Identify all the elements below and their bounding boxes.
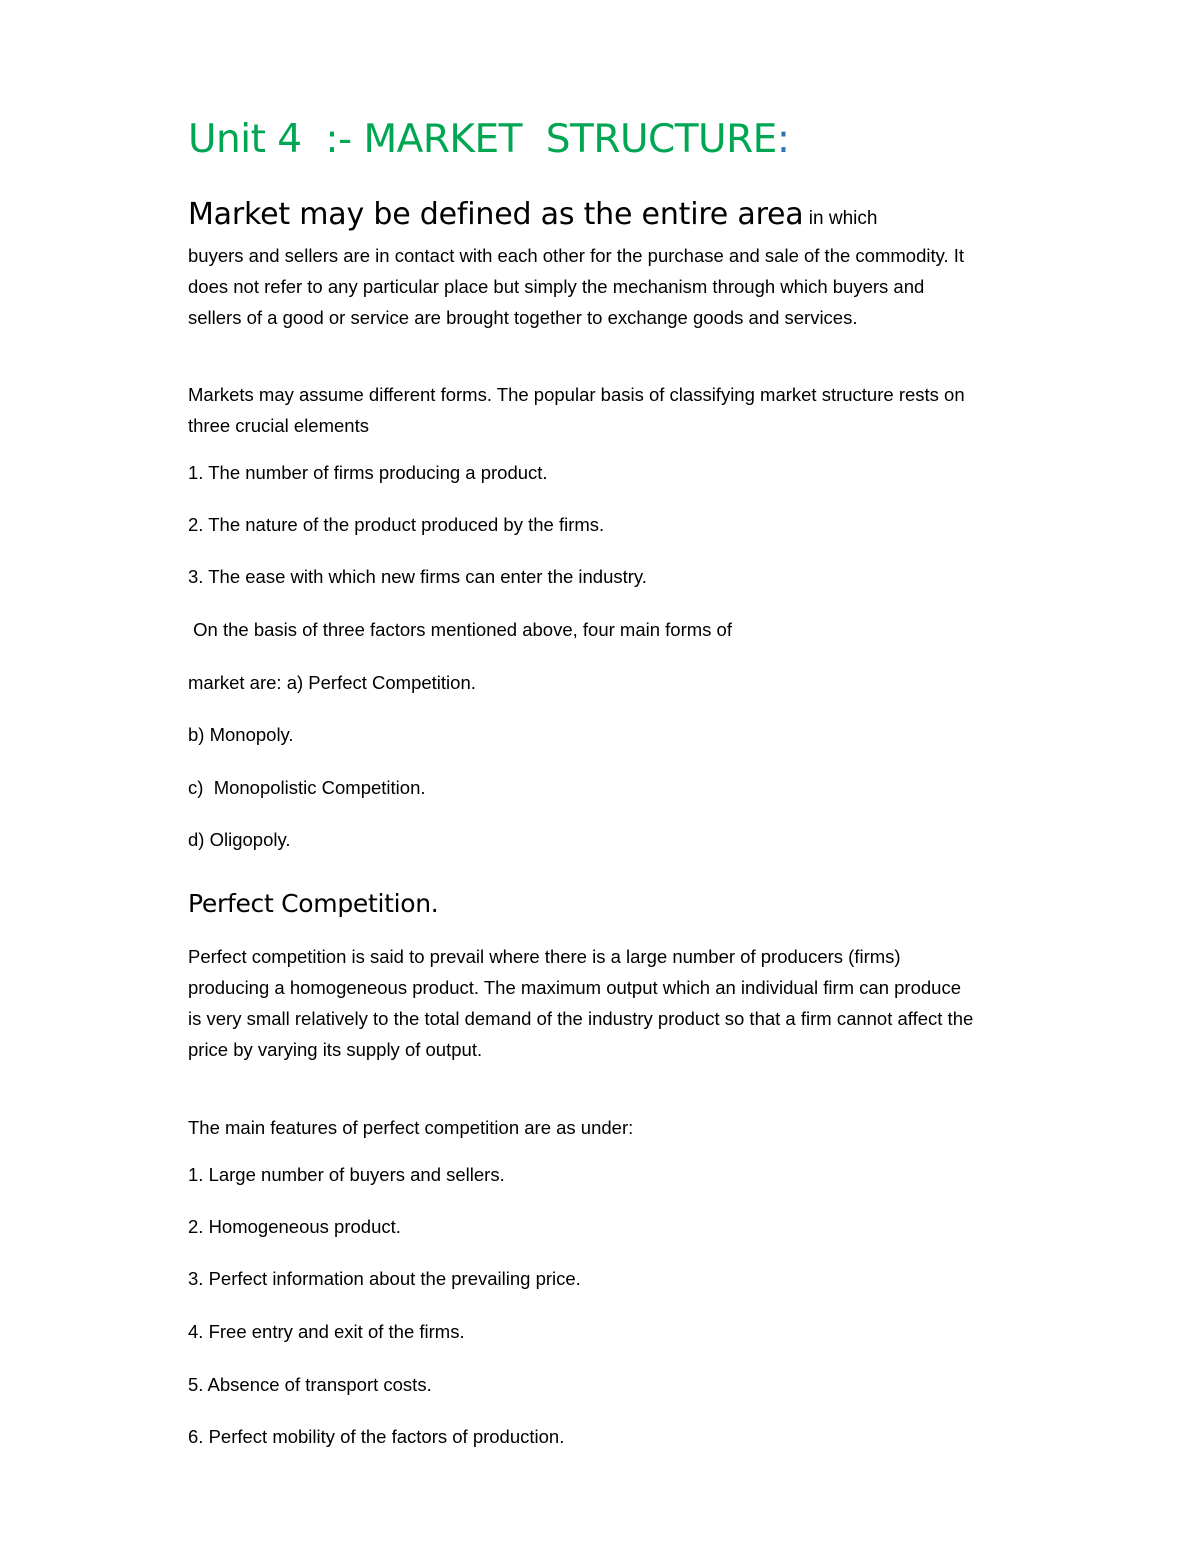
feature-item: 4. Free entry and exit of the firms. bbox=[188, 1321, 465, 1342]
element-item: 3. The ease with which new firms can enter the industry. bbox=[188, 566, 647, 587]
forms-intro-paragraph: Markets may assume different forms. The popular basis of classifying market structure rests on three crucial elements bbox=[188, 384, 965, 436]
unit-title-text: Unit 4 :- MARKET STRUCTURE bbox=[188, 117, 777, 162]
market-definition bbox=[188, 190, 978, 333]
feature-item: 1. Large number of buyers and sellers. bbox=[188, 1164, 505, 1185]
form-item: d) Oligopoly. bbox=[188, 829, 291, 850]
feature-item: 5. Absence of transport costs. bbox=[188, 1374, 432, 1395]
feature-item: 2. Homogeneous product. bbox=[188, 1216, 401, 1237]
feature-item: 6. Perfect mobility of the factors of production. bbox=[188, 1426, 565, 1447]
basis-line: market are: a) Perfect Competition. bbox=[188, 672, 476, 693]
market-definition-body: buyers and sellers are in contact with each other for the purchase and sale of the commodity. It does not refer to any particular place but simply the mechanism through which buyers and sellers of a good or service are brought together to exchange goods and services. bbox=[188, 245, 965, 328]
basis-line: On the basis of three factors mentioned above, four main forms of bbox=[188, 619, 732, 640]
form-item: c) Monopolistic Competition. bbox=[188, 777, 426, 798]
perfect-competition-definition: Perfect competition is said to prevail where there is a large number of producers (firms) producing a homogeneous product. The maximum output which an individual firm can produce is very small relatively to the total demand of the industry product so that a firm cannot affect the price by varying its supply of output. bbox=[188, 946, 974, 1060]
section-heading: Perfect Competition. bbox=[188, 889, 439, 918]
element-item: 1. The number of firms producing a product. bbox=[188, 462, 548, 483]
market-definition-lead-tail: in which bbox=[803, 208, 878, 229]
element-item: 2. The nature of the product produced by the firms. bbox=[188, 514, 605, 535]
market-definition-lead: Market may be defined as the entire area bbox=[188, 197, 804, 232]
form-item: b) Monopoly. bbox=[188, 724, 294, 745]
features-intro: The main features of perfect competition are as under: bbox=[188, 1117, 634, 1138]
unit-title bbox=[188, 112, 789, 168]
unit-title-colon: : bbox=[776, 117, 790, 162]
feature-item: 3. Perfect information about the prevailing price. bbox=[188, 1268, 581, 1289]
